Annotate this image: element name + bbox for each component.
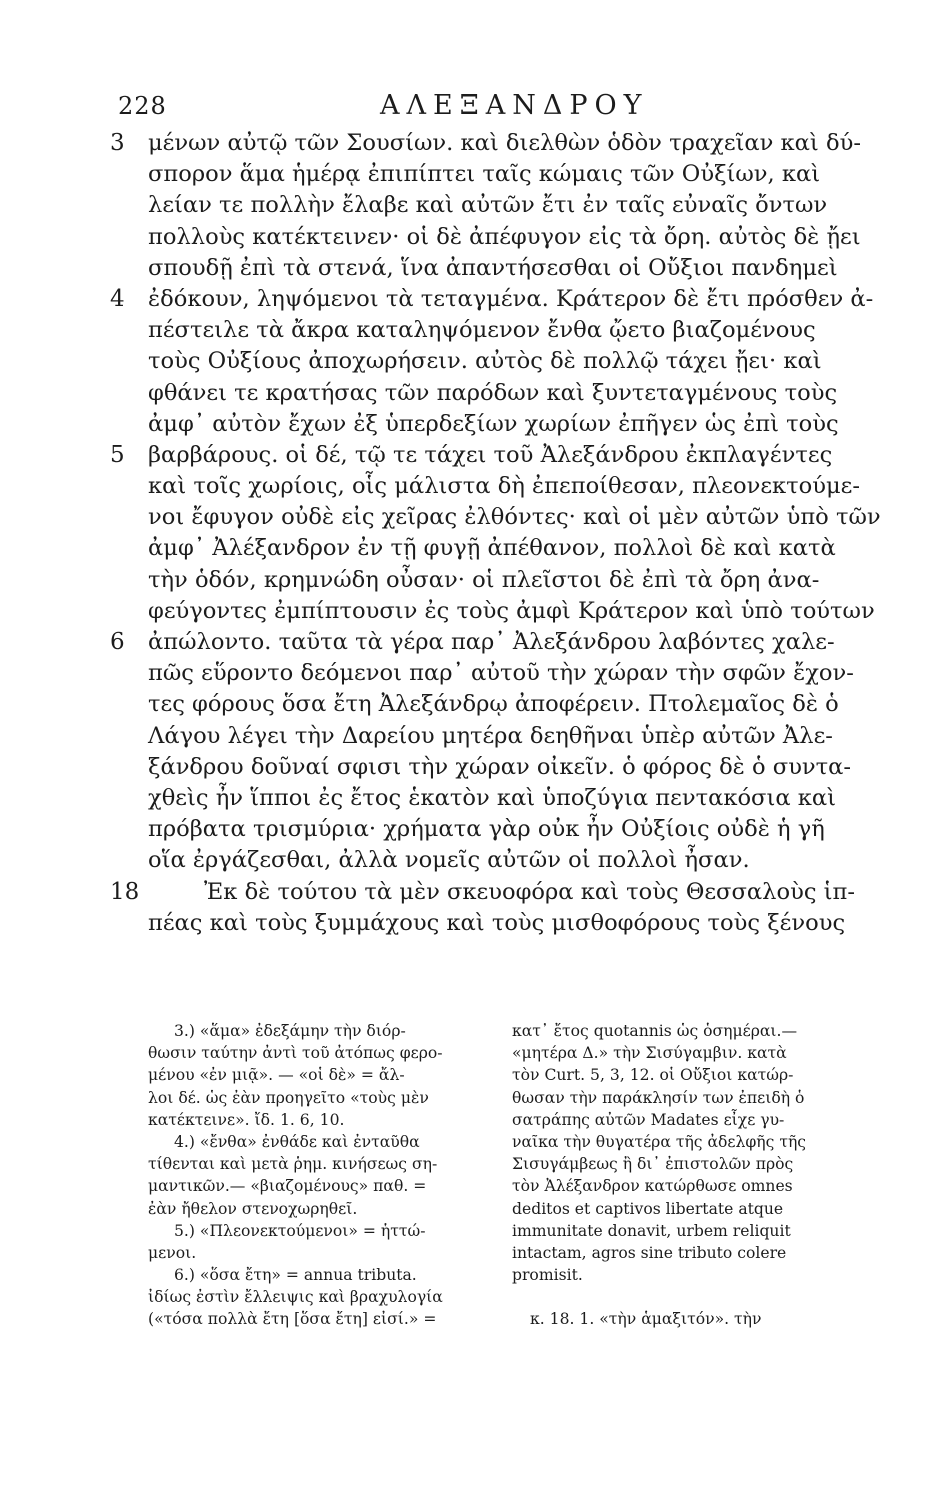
footnote-line: ναῖκα τὴν θυγατέρα τῆς ἀδελφῆς τῆς	[512, 1132, 807, 1151]
text-line	[110, 253, 845, 284]
line-text: Λάγου λέγει τὴν Δαρείου μητέρα δεηθῆναι ὑπὲρ αὐτῶν Ἀλε-	[148, 722, 833, 749]
text-line	[110, 190, 845, 221]
line-text: οἵα ἐργάζεσθαι, ἀλλὰ νομεῖς αὐτῶν οἱ πολλοὶ ἦσαν.	[148, 847, 750, 874]
text-line	[110, 378, 845, 409]
section-number: 4	[110, 285, 125, 312]
text-line	[110, 346, 845, 377]
footnote-line: κατ᾽ ἔτος quotannis ὡς ὁσημέραι.—	[512, 1022, 798, 1040]
section-number: 5	[110, 441, 125, 468]
text-line	[110, 315, 845, 346]
text-line	[110, 783, 845, 814]
line-text: Ἐκ δὲ τούτου τὰ μὲν σκευοφόρα καὶ τοὺς Θεσσαλοὺς ἱπ-	[204, 878, 855, 905]
footnote-line: 5.) «Πλεονεκτούμενοι» = ἡττώ-	[174, 1221, 426, 1240]
footnote-line: 3.) «ἅμα» ἐδεξάμην τὴν διόρ-	[174, 1022, 406, 1040]
footnote-line: θωσαν τὴν παράκλησίν των ἐπειδὴ ὁ	[512, 1088, 805, 1107]
line-text: τὴν ὁδόν, κρημνώδη οὖσαν· οἱ πλεῖστοι δὲ ἐπὶ τὰ ὄρη ἀνα-	[148, 566, 820, 593]
text-line	[110, 658, 854, 689]
footnote-line: μένου «ἐν μιᾷ». — «οἱ δὲ» = ἄλ-	[148, 1066, 405, 1085]
footnotes-left-column	[148, 1020, 480, 1331]
line-text: ἀμφ᾽ αὐτὸν ἔχων ἐξ ὑπερδεξίων χωρίων ἐπῆγεν ὡς ἐπὶ τοὺς	[148, 410, 839, 437]
footnote-line: intactam, agros sine tributo colere	[512, 1243, 787, 1262]
footnote-line	[512, 1286, 844, 1308]
text-line	[110, 159, 845, 190]
text-line	[110, 409, 845, 440]
footnote-line: λοι δέ. ὡς ἐὰν προηγεῖτο «τοὺς μὲν	[148, 1088, 429, 1107]
line-text: ξάνδρου δοῦναί σφισι τὴν χώραν οἰκεῖν. ὁ φόρος δὲ ὁ συντα-	[148, 753, 852, 780]
line-text: φεύγοντες ἐμπίπτουσιν ἐς τοὺς ἀμφὶ Κράτερον καὶ ὑπὸ τούτων	[148, 597, 875, 624]
text-line	[110, 596, 875, 627]
section-number: 3	[110, 130, 125, 156]
text-line	[110, 440, 845, 471]
line-text: νοι ἔφυγον οὐδὲ εἰς χεῖρας ἐλθόντες· καὶ οἱ μὲν αὐτῶν ὑπὸ τῶν	[148, 504, 881, 531]
line-text: πῶς εὕροντο δεόμενοι παρ᾽ αὐτοῦ τὴν χώραν τὴν σφῶν ἔχον-	[148, 660, 854, 687]
footnote-line: deditos et captivos libertate atque	[512, 1199, 784, 1218]
line-text: σπορον ἅμα ἡμέρᾳ ἐπιπίπτει ταῖς κώμαις τῶν Οὐξίων, καὶ	[148, 161, 821, 188]
text-line	[110, 471, 861, 502]
line-text: καὶ τοῖς χωρίοις, οἷς μάλιστα δὴ ἐπεποίθεσαν, πλεονεκτούμε-	[148, 473, 861, 500]
text-line	[110, 908, 845, 939]
text-line	[110, 222, 861, 253]
line-text: χθεὶς ἦν ἵπποι ἐς ἔτος ἑκατὸν καὶ ὑποζύγια πεντακόσια καὶ	[148, 784, 837, 811]
text-line	[110, 721, 845, 752]
footnote-line: τὸν Curt. 5, 3, 12. οἱ Οὔξιοι κατώρ-	[512, 1066, 794, 1085]
text-line	[110, 627, 845, 658]
footnotes-right-column	[512, 1020, 844, 1331]
section-number: 18	[110, 878, 140, 905]
footnote-line: 6.) «ὅσα ἔτη» = annua tributa.	[174, 1266, 417, 1285]
text-line	[110, 284, 874, 315]
footnote-line: promisit.	[512, 1266, 583, 1285]
footnote-line: immunitate donavit, urbem reliquit	[512, 1221, 791, 1240]
text-line	[110, 533, 845, 564]
line-text: πέας καὶ τοὺς ξυμμάχους καὶ τοὺς μισθοφόρους τοὺς ξένους	[148, 909, 846, 936]
running-title: ΑΛΕΞΑΝΔΡΟΥ	[380, 90, 649, 121]
line-text: πέστειλε τὰ ἄκρα καταληψόμενον ἔνθα ᾤετο βιαζομένους	[148, 317, 816, 344]
line-text: βαρβάρους. οἱ δέ, τῷ τε τάχει τοῦ Ἀλεξάνδρου ἐκπλαγέντες	[148, 441, 833, 468]
text-line	[110, 845, 845, 876]
footnote-line: σατράπης αὐτῶν Madates εἶχε γυ-	[512, 1110, 785, 1129]
footnote-line: κ. 18. 1. «τὴν ἁμαξιτόν». τὴν	[530, 1310, 762, 1329]
footnote-line: ἐὰν ἤθελον στενοχωρηθεῖ.	[148, 1199, 358, 1218]
footnote-line: θωσιν ταύτην ἀντὶ τοῦ ἀτόπως φερο-	[148, 1044, 443, 1063]
footnote-line: 4.) «ἔνθα» ἐνθάδε καὶ ἐνταῦθα	[174, 1132, 420, 1151]
footnote-line: τίθενται καὶ μετὰ ῥημ. κινήσεως ση-	[148, 1155, 438, 1174]
footnote-line: «μητέρα Δ.» τὴν Σισύγαμβιν. κατὰ	[512, 1044, 787, 1063]
section-number: 6	[110, 629, 125, 655]
line-text: ἀπώλοντο. ταῦτα τὰ γέρα παρ᾽ Ἀλεξάνδρου λαβόντες χαλε-	[148, 629, 835, 655]
text-line	[110, 502, 881, 533]
line-text: λείαν τε πολλὴν ἔλαβε καὶ αὐτῶν ἔτι ἐν ταῖς εὐναῖς ὄντων	[148, 192, 828, 219]
footnote-line: μενοι.	[148, 1243, 197, 1262]
footnote-line: κατέκτεινε». ἴδ. 1. 6, 10.	[148, 1110, 345, 1129]
text-line	[110, 814, 845, 845]
line-text: πολλοὺς κατέκτεινεν· οἱ δὲ ἀπέφυγον εἰς τὰ ὄρη. αὐτὸς δὲ ᾔει	[148, 223, 861, 250]
page-number: 228	[118, 92, 167, 120]
main-text-block	[110, 128, 881, 939]
text-line	[110, 128, 861, 159]
line-text: τοὺς Οὐξίους ἀποχωρήσειν. αὐτὸς δὲ πολλῷ τάχει ᾔει· καὶ	[148, 348, 822, 375]
line-text: σπουδῇ ἐπὶ τὰ στενά, ἵνα ἀπαντήσεσθαι οἱ Οὔξιοι πανδημεὶ	[148, 254, 838, 281]
footnote-line: τὸν Ἀλέξανδρον κατώρθωσε omnes	[512, 1177, 793, 1196]
text-line	[110, 565, 845, 596]
line-text: μένων αὐτῷ τῶν Σουσίων. καὶ διελθὼν ὁδὸν τραχεῖαν καὶ δύ-	[148, 130, 861, 156]
footnote-line: μαντικῶν.— «βιαζομένους» παθ. =	[148, 1177, 427, 1196]
line-text: φθάνει τε κρατήσας τῶν παρόδων καὶ ξυντεταγμένους τοὺς	[148, 379, 838, 406]
text-line	[110, 752, 852, 783]
footnote-line: Σισυγάμβεως ἢ δι᾽ ἐπιστολῶν πρὸς	[512, 1155, 794, 1174]
line-text: τες φόρους ὅσα ἔτη Ἀλεξάνδρῳ ἀποφέρειν. Πτολεμαῖος δὲ ὁ	[148, 691, 839, 718]
line-text: ἀμφ᾽ Ἀλέξανδρον ἐν τῇ φυγῇ ἀπέθανον, πολλοὶ δὲ καὶ κατὰ	[148, 535, 836, 562]
line-text: πρόβατα τρισμύρια· χρήματα γὰρ οὐκ ἦν Οὐξίοις οὐδὲ ἡ γῆ	[148, 816, 825, 843]
text-line	[110, 689, 845, 720]
footnote-line: ἰδίως ἐστὶν ἔλλειψις καὶ βραχυλογία	[148, 1288, 443, 1307]
text-line	[110, 877, 855, 908]
line-text: ἐδόκουν, ληψόμενοι τὰ τεταγμένα. Κράτερον δὲ ἔτι πρόσθεν ἀ-	[148, 285, 874, 312]
footnote-line: («τόσα πολλὰ ἔτη [ὅσα ἔτη] εἰσί.» =	[148, 1310, 437, 1329]
page-header	[118, 86, 838, 126]
